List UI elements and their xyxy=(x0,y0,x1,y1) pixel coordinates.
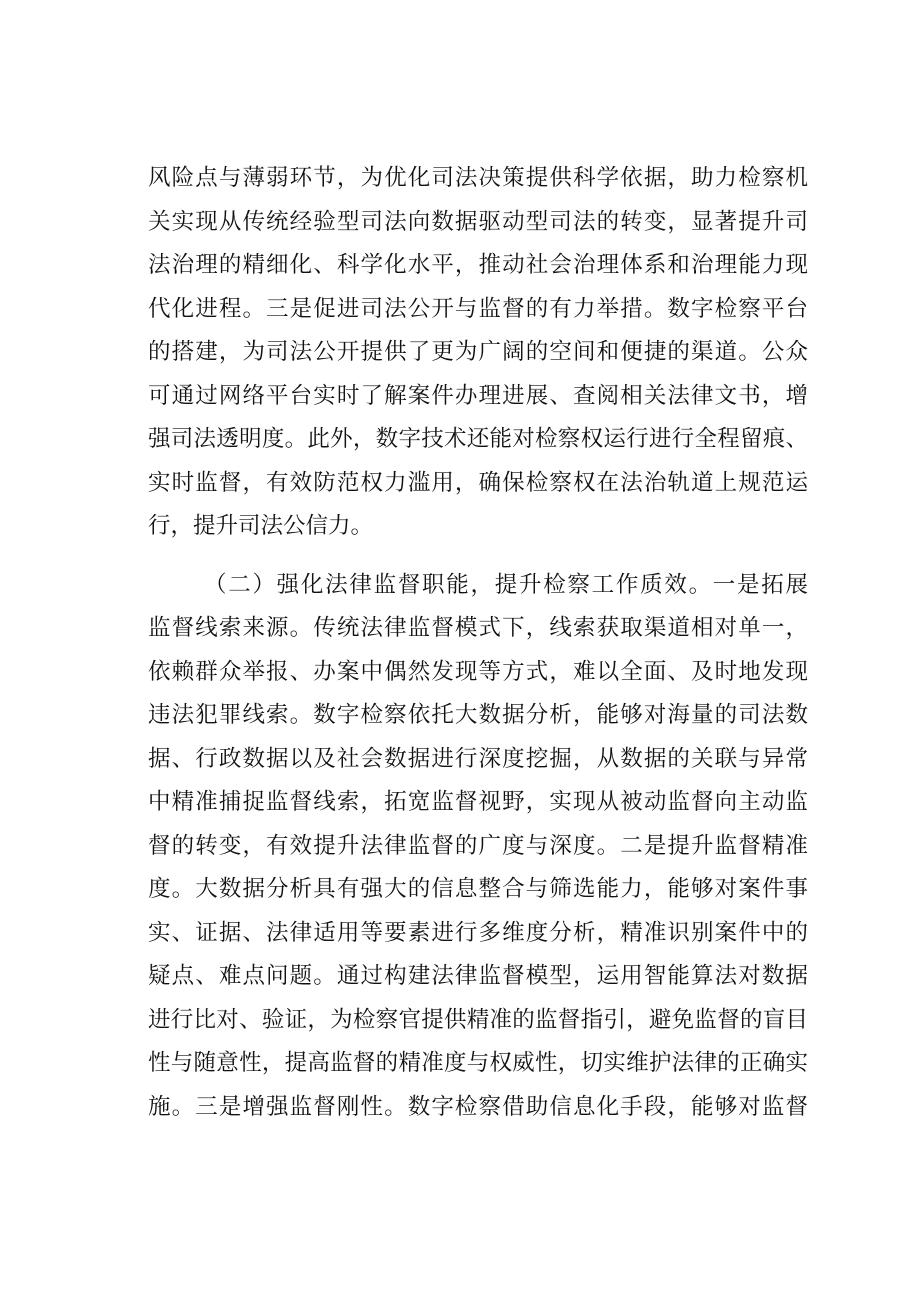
paragraph-line: 中精准捕捉监督线索，拓宽监督视野，实现从被动监督向主动监 xyxy=(148,789,808,815)
paragraph-line: 行，提升司法公信力。 xyxy=(148,513,374,539)
paragraph-gap xyxy=(148,549,808,564)
paragraph-line: 督的转变，有效提升法律监督的广度与深度。二是提升监督精准 xyxy=(148,832,808,859)
paragraph-line: 度。大数据分析具有强大的信息整合与筛选能力，能够对案件事 xyxy=(148,876,808,902)
paragraph-line: 监督线索来源。传统法律监督模式下，线索获取渠道相对单一， xyxy=(148,615,808,641)
paragraph-2 xyxy=(148,564,808,1130)
document-body xyxy=(148,157,808,1129)
paragraph-line: 法治理的精细化、科学化水平，推动社会治理体系和治理能力现 xyxy=(148,252,808,278)
paragraph-line: 实时监督，有效防范权力滥用，确保检察权在法治轨道上规范运 xyxy=(148,469,808,496)
paragraph-line: 违法犯罪线索。数字检察依托大数据分析，能够对海量的司法数 xyxy=(148,702,808,728)
paragraph-line: 强司法透明度。此外，数字技术还能对检察权运行进行全程留痕、 xyxy=(148,426,808,452)
paragraph-line: 疑点、难点问题。通过构建法律监督模型，运用智能算法对数据 xyxy=(148,963,808,989)
paragraph-line: 风险点与薄弱环节，为优化司法决策提供科学依据，助力检察机 xyxy=(148,165,808,191)
paragraph-line: 据、行政数据以及社会数据进行深度挖掘，从数据的关联与异常 xyxy=(148,745,808,772)
paragraph-1 xyxy=(148,157,808,549)
paragraph-line: 施。三是增强监督刚性。数字检察借助信息化手段，能够对监督 xyxy=(148,1093,808,1120)
paragraph-line: 的搭建，为司法公开提供了更为广阔的空间和便捷的渠道。公众 xyxy=(148,339,808,365)
paragraph-line: 性与随意性，提高监督的精准度与权威性，切实维护法律的正确实 xyxy=(148,1050,808,1076)
paragraph-line: 关实现从传统经验型司法向数据驱动型司法的转变，显著提升司 xyxy=(148,208,808,235)
paragraph-line: 实、证据、法律适用等要素进行多维度分析，精准识别案件中的 xyxy=(148,919,808,946)
paragraph-line: 进行比对、验证，为检察官提供精准的监督指引，避免监督的盲目 xyxy=(148,1006,808,1033)
paragraph-line: 代化进程。三是促进司法公开与监督的有力举措。数字检察平台 xyxy=(148,295,808,322)
paragraph-line: 依赖群众举报、办案中偶然发现等方式，难以全面、及时地发现 xyxy=(148,658,808,685)
paragraph-line: 可通过网络平台实时了解案件办理进展、查阅相关法律文书，增 xyxy=(148,382,808,409)
paragraph-line: （二）强化法律监督职能，提升检察工作质效。一是拓展 xyxy=(204,571,808,598)
